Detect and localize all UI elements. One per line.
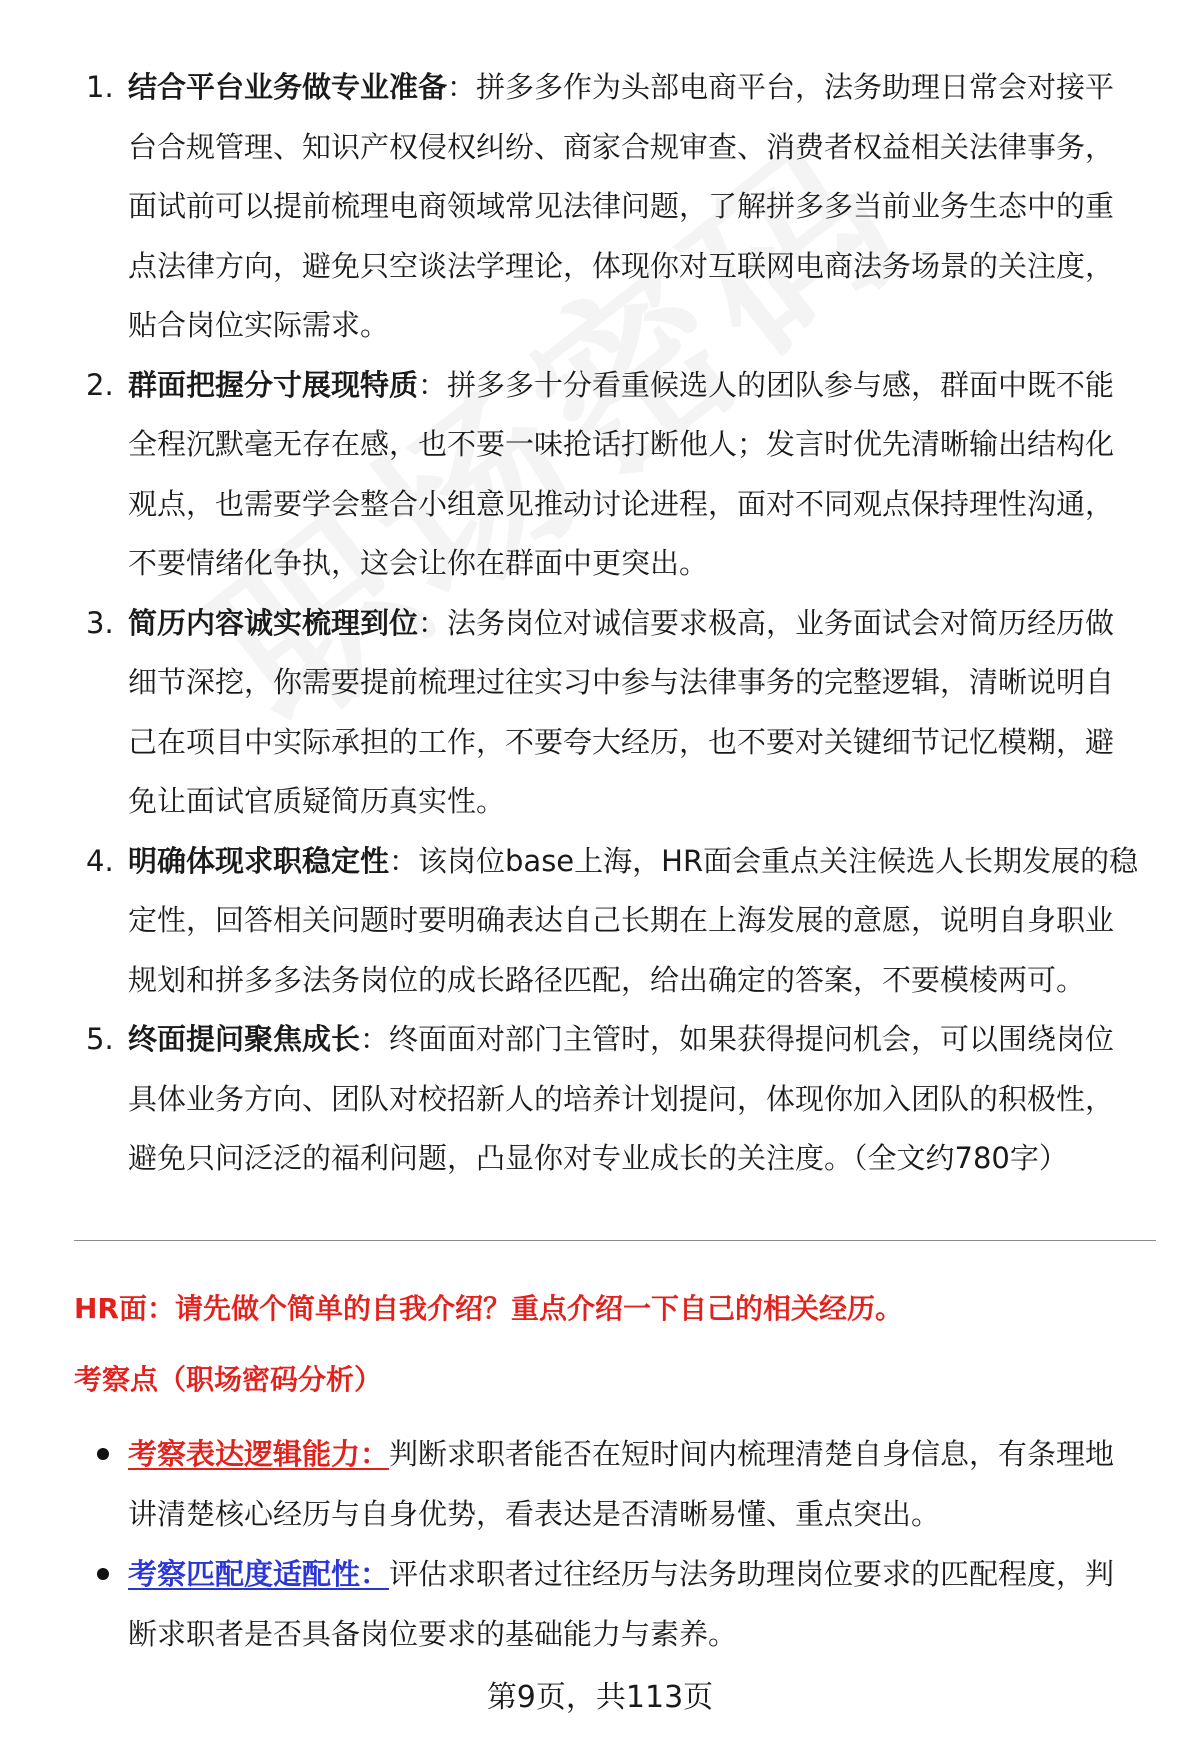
item-body: ：该岗位base上海，HR面会重点关注候选人长期发展的稳定性，回答相关问题时要明确表达自己长期在上海发展的意愿，说明自身职业规划和拼多多法务岗位的成长路径匹配，给出确定的答案，不要模棱两可。 (128, 843, 1139, 997)
list-item (0, 356, 1200, 594)
bullet-dot-icon (97, 1448, 109, 1460)
item-body: ：拼多多作为头部电商平台，法务助理日常会对接平台合规管理、知识产权侵权纠纷、商家合规审查、消费者权益相关法律事务，面试前可以提前梳理电商领域常见法律问题，了解拼多多当前业务生态中的重点法律方向，避免只空谈法学理论，体现你对互联网电商法务场景的关注度，贴合岗位实际需求。 (128, 70, 1115, 342)
interview-question-heading: HR面：请先做个简单的自我介绍？重点介绍一下自己的相关经历。 (74, 1292, 903, 1325)
list-item (0, 1424, 1200, 1544)
point-lead: 考察表达逻辑能力： (128, 1437, 390, 1471)
point-body: 评估求职者过往经历与法务助理岗位要求的匹配程度，判断求职者是否具备岗位要求的基础能力与素养。 (128, 1557, 1115, 1651)
list-item (0, 58, 1200, 356)
item-title: 明确体现求职稳定性 (128, 843, 390, 878)
item-title: 简历内容诚实梳理到位 (128, 605, 419, 640)
analysis-heading: 考察点（职场密码分析） (74, 1363, 383, 1396)
item-body: ：拼多多十分看重候选人的团队参与感，群面中既不能全程沉默毫无存在感，也不要一味抢话打断他人；发言时优先清晰输出结构化观点，也需要学会整合小组意见推动讨论进程，面对不同观点保持理性沟通，不要情绪化争执，这会让你在群面中更突出。 (128, 367, 1115, 580)
item-body: ：法务岗位对诚信要求极高，业务面试会对简历经历做细节深挖，你需要提前梳理过往实习中参与法律事务的完整逻辑，清晰说明自己在项目中实际承担的工作，不要夸大经历，也不要对关键细节记忆模糊，避免让面试官质疑简历真实性。 (128, 605, 1115, 818)
page-number-footer: 第9页，共113页 (486, 1680, 714, 1715)
point-lead: 考察匹配度适配性： (128, 1557, 390, 1591)
list-item (0, 594, 1200, 832)
bullet-dot-icon (97, 1568, 109, 1580)
item-title: 群面把握分寸展现特质 (128, 367, 419, 402)
item-number: 1. (86, 70, 114, 104)
tips-list (0, 58, 1200, 1189)
list-item (0, 832, 1200, 1011)
item-number: 2. (86, 367, 114, 402)
point-body: 判断求职者能否在短时间内梳理清楚自身信息，有条理地讲清楚核心经历与自身优势，看表达是否清晰易懂、重点突出。 (128, 1437, 1115, 1531)
item-number: 3. (86, 605, 114, 640)
item-number: 5. (86, 1022, 114, 1056)
item-title: 终面提问聚焦成长 (128, 1022, 361, 1056)
list-item (0, 1010, 1200, 1189)
list-item (0, 1544, 1200, 1664)
item-body: ：终面面对部门主管时，如果获得提问机会，可以围绕岗位具体业务方向、团队对校招新人的培养计划提问，体现你加入团队的积极性，避免只问泛泛的福利问题，凸显你对专业成长的关注度。（全文约780字） (128, 1022, 1115, 1175)
assessment-points-list (0, 1424, 1200, 1664)
section-divider (74, 1240, 1156, 1241)
item-number: 4. (86, 843, 114, 878)
item-title: 结合平台业务做专业准备 (128, 70, 448, 104)
